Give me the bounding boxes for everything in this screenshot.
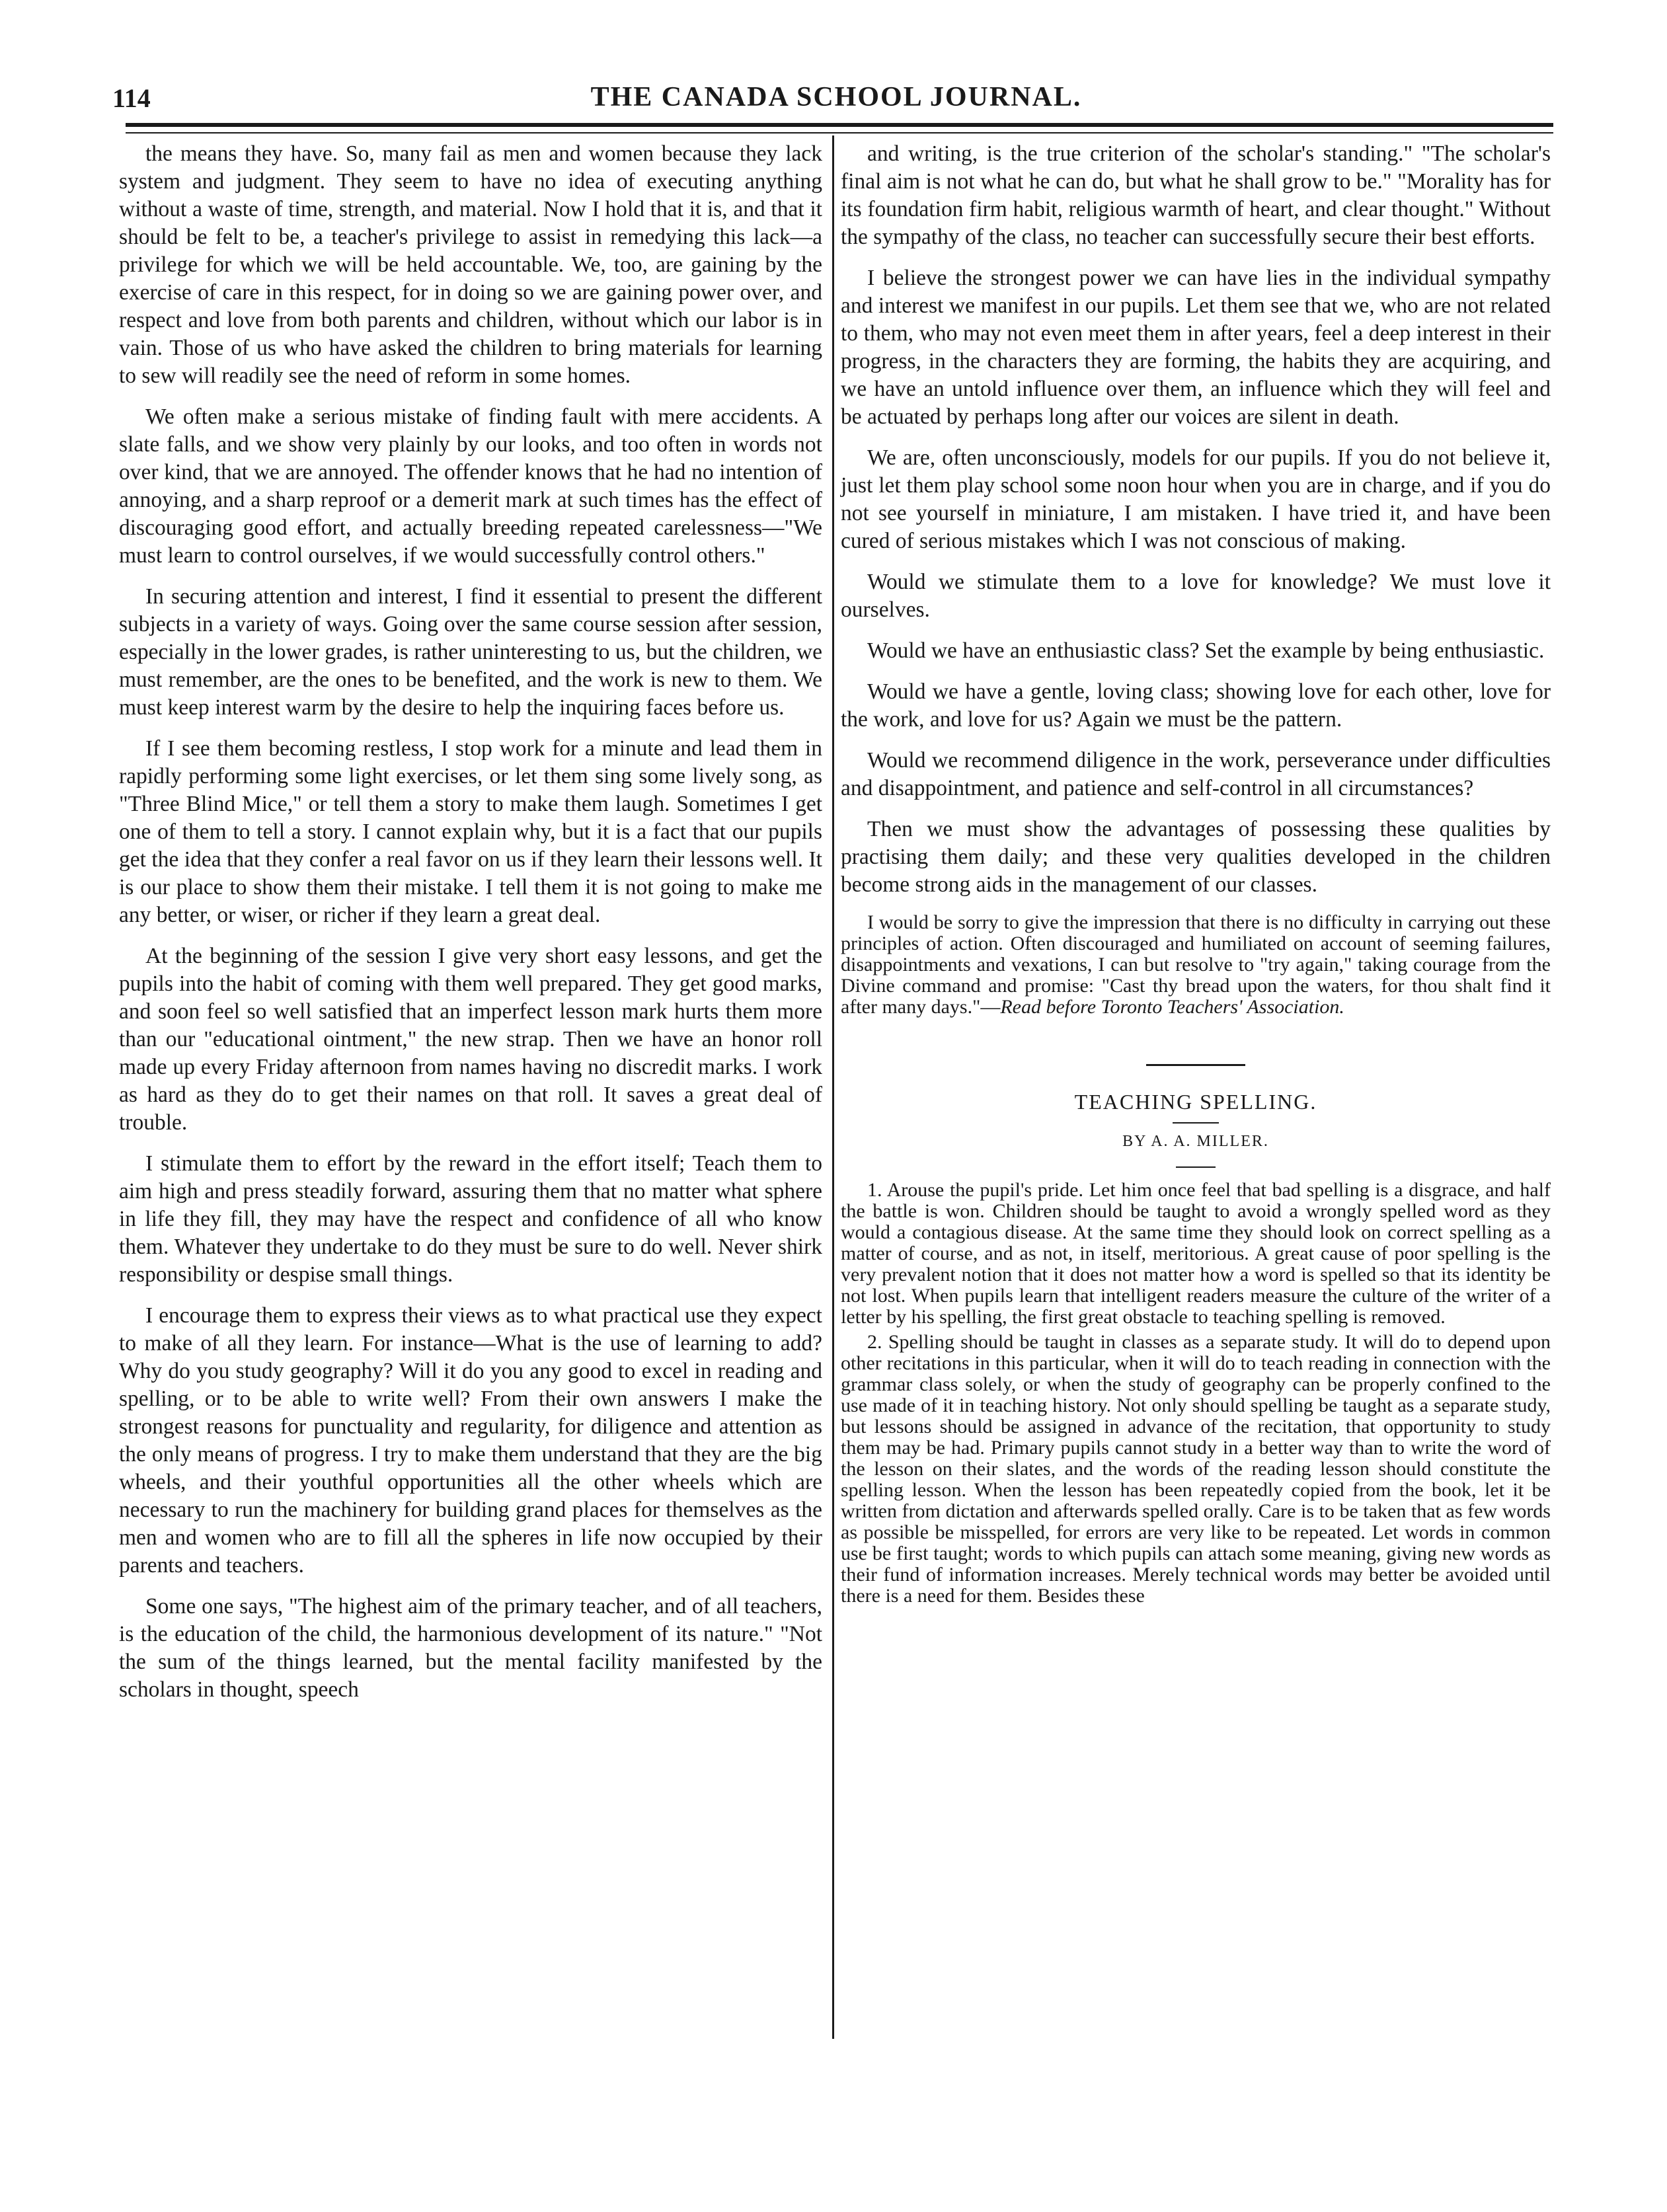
right-column [841, 140, 1551, 1611]
column-divider [832, 135, 834, 2039]
paragraph: Then we must show the advantages of possessing these qualities by practising them daily; and these very qualities developed in the children become strong aids in the management of our classes. [841, 817, 1551, 897]
journal-title: THE CANADA SCHOOL JOURNAL. [590, 82, 1082, 112]
paragraph: Would we have an enthusiastic class? Set the example by being enthusiastic. [867, 638, 1545, 663]
paragraph: Would we stimulate them to a love for knowledge? We must love it ourselves. [841, 570, 1551, 622]
section-divider [1146, 1064, 1245, 1066]
page-header [112, 76, 1560, 116]
closing-attribution: Read before Toronto Teachers' Association. [1000, 996, 1344, 1018]
paragraph: At the beginning of the session I give very short easy lessons, and get the pupils into the habit of coming with them well prepared. They get good marks, and soon feel so well satisfied that an imperfect lesson mark hurts them more than our "educational ointment," the new strap. Then we have an honor roll made up every Friday afternoon from names having no discredit marks. I work as hard as they do to get their names on that roll. It saves a great deal of trouble. [119, 944, 822, 1135]
byline-rule [1176, 1166, 1216, 1168]
paragraph: and writing, is the true criterion of the scholar's standing." "The scholar's final aim is not what he can do, but what he shall grow to be." "Morality has for its foundation firm habit, religious warmth of heart, and clear thought." Without the sympathy of the class, no teacher can successfully secure their best efforts. [841, 141, 1551, 249]
paragraph: Would we have a gentle, loving class; showing love for each other, love for the work, and love for us? Again we must be the pattern. [841, 679, 1551, 732]
header-rule-thick [126, 123, 1553, 127]
article-byline: BY A. A. MILLER. [1122, 1133, 1269, 1150]
paragraph: We often make a serious mistake of finding fault with mere accidents. A slate falls, and we show very plainly by our looks, and too often in words not over kind, that we are annoyed. The offender knows that he had no intention of annoying, and a sharp reproof or a demerit mark at such times has the effect of discouraging good effort, and actually breeding repeated carelessness—"We must learn to control ourselves, if we would successfully control others." [119, 404, 822, 568]
paragraph: Some one says, "The highest aim of the primary teacher, and of all teachers, is the education of the child, the harmonious development of its nature." "Not the sum of the things learned, but the mental facility manifested by the scholars in thought, speech [119, 1594, 822, 1702]
paragraph: I believe the strongest power we can have lies in the individual sympathy and interest we manifest in our pupils. Let them see that we, who are not related to them, who may not even meet them in after years, feel a deep interest in their progress, in the characters they are forming, the habits they are acquiring, and we have an untold influence over them, an influence which they will feel and be actuated by perhaps long after our voices are silent in death. [841, 266, 1551, 429]
article-paragraph: 1. Arouse the pupil's pride. Let him once feel that bad spelling is a disgrace, and half the battle is won. Children should be taught to avoid a wrongly spelled word as they would a contagious disease. At the same time they should look on correct spelling as a matter of course, and as not, in itself, meritorious. A great cause of poor spelling is the very prevalent notion that it does not matter how a word is spelled so that its identity be not lost. When pupils learn that intelligent readers measure the culture of the writer of a letter by his spelling, the first great obstacle to teaching spelling is removed. [841, 1179, 1551, 1328]
header-rule-thin [126, 132, 1553, 133]
paragraph: I encourage them to express their views as to what practical use they expect to make of all they learn. For instance—What is the use of learning to add? Why do you study geography? Will it do you any good to excel in reading and spelling, or to be able to write well? From their own answers I make the strongest reasons for punctuality and regularity, for diligence and attention as the only means of progress. I try to make them understand that they are the big wheels, and their youthful opportunities all the other wheels which are necessary to run the machinery for building grand places for themselves as the men and women who are to fill all the spheres in life now occupied by their parents and teachers. [119, 1303, 822, 1578]
page-number: 114 [112, 83, 151, 113]
article-paragraph: 2. Spelling should be taught in classes as a separate study. It will do to depend upon other recitations in this particular, when it will do to teach reading in connection with the grammar class solely, or when the study of geography can be properly confined to the use made of it in teaching history. Not only should spelling be taught as a separate study, but lessons should be assigned in advance of the recitation, that opportunity to study them may be had. Primary pupils cannot study in a better way than to write the word of the lesson on their slates, and the words of the reading lesson should constitute the spelling lesson. When the lesson has been repeatedly copied from the book, let it be written from dictation and afterwards spelled orally. Care is to be taken that as few words as possible be misspelled, for errors are very like to be repeated. Let words in common use be first taught; words to which pupils can attach some meaning, giving new words as their fund of information increases. Merely technical words may better be avoided until there is a need for them. Besides these [841, 1331, 1551, 1607]
paragraph: Would we recommend diligence in the work, perseverance under difficulties and disappointment, and patience and self-control in all circumstances? [841, 748, 1551, 800]
paragraph: If I see them becoming restless, I stop work for a minute and lead them in rapidly performing some light exercises, or let them sing some lively song, as "Three Blind Mice," or tell them a story to make them laugh. Sometimes I get one of them to tell a story. I cannot explain why, but it is a fact that our pupils get the idea that they confer a real favor on us if they learn their lessons well. It is our place to show them their mistake. I tell them it is not going to make me any better, or wiser, or richer if they learn a great deal. [119, 736, 822, 927]
title-rule [1173, 1122, 1219, 1124]
closing-paragraph [841, 912, 1551, 1018]
paragraph: I stimulate them to effort by the reward in the effort itself; Teach them to aim high and press steadily forward, assuring them that no matter what sphere in life they fill, they may have the respect and confidence of all who know them. Whatever they undertake to do they must be sure to do well. Never shirk responsibility or despise small things. [119, 1151, 822, 1287]
left-column [119, 140, 822, 1717]
paragraph: the means they have. So, many fail as men and women because they lack system and judgment. They seem to have no idea of executing anything without a waste of time, strength, and material. Now I hold that it is, and that it should be felt to be, a teacher's privilege to assist in remedying this lack—a privilege for which we will be held accountable. We, too, are gaining by the exercise of care in this respect, for in doing so we are gaining power over, and respect and love from both parents and children, without which our labor is in vain. Those of us who have asked the children to bring materials for learning to sew will readily see the need of reform in some homes. [119, 141, 822, 388]
paragraph: In securing attention and interest, I find it essential to present the different subjects in a variety of ways. Going over the same course session after session, especially in the lower grades, is rather uninteresting to us, but the children, we must remember, are the ones to be benefited, and the work is new to them. We must keep interest warm by the desire to help the inquiring faces before us. [119, 584, 822, 720]
paragraph: We are, often unconsciously, models for our pupils. If you do not believe it, just let them play school some noon hour when you are in charge, and if you do not see yourself in miniature, I am mistaken. I have tried it, and have been cured of serious mistakes which I was not conscious of making. [841, 445, 1551, 553]
closing-text: I would be sorry to give the impression that there is no difficulty in carrying out these principles of action. Often discouraged and humiliated on account of seeming failures, disappointments and vexations, I can but resolve to "try again," taking courage from the Divine command and promise: "Cast thy bread upon the waters, for thou shalt find it after many days."— [841, 911, 1551, 1018]
article-title: TEACHING SPELLING. [1074, 1090, 1317, 1114]
